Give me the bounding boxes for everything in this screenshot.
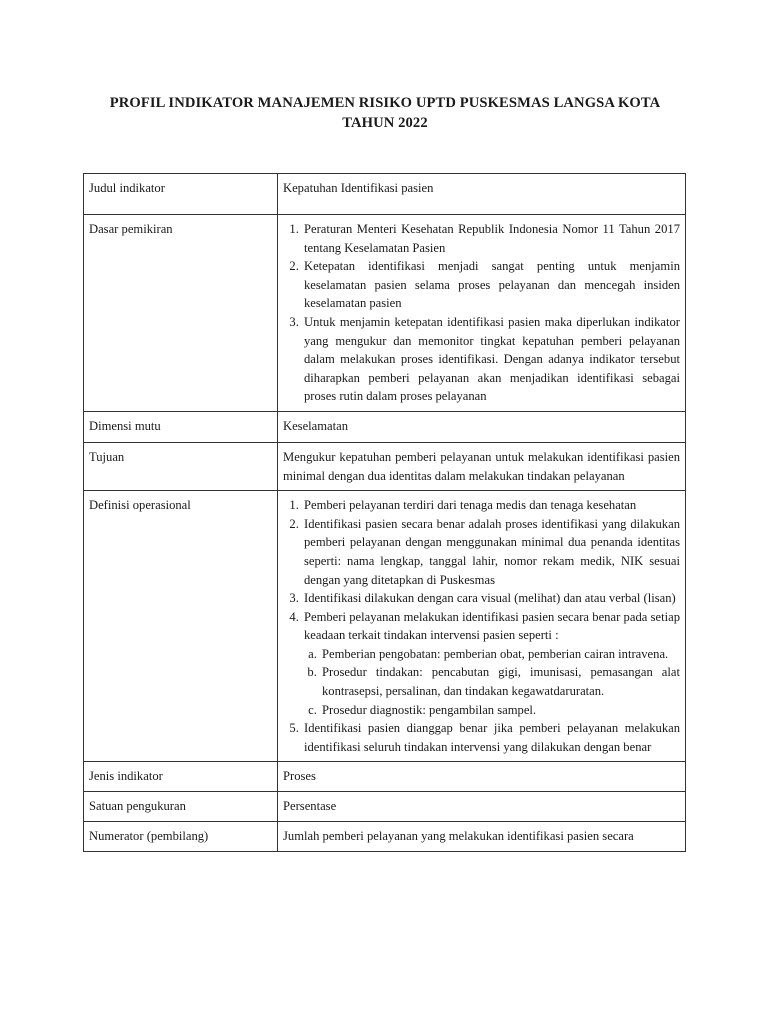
sub-list-item: c. Prosedur diagnostik: pengambilan sampel. bbox=[320, 701, 680, 720]
label-judul-indikator: Judul indikator bbox=[84, 174, 278, 215]
list-item: 2. Identifikasi pasien secara benar adalah proses identifikasi yang dilakukan pemberi pelayanan dengan menggunakan minimal dua penanda identitas seperti: nama lengkap, tanggal lahir, nomor rekam medik, NIK sesuai dengan yang ditetapkan di Puskesmas bbox=[302, 515, 680, 589]
label-satuan-pengukuran: Satuan pengukuran bbox=[84, 792, 278, 822]
indicator-profile-table bbox=[83, 173, 686, 852]
table-row-satuan-pengukuran bbox=[84, 792, 686, 822]
value-tujuan: Mengukur kepatuhan pemberi pelayanan untuk melakukan identifikasi pasien minimal dengan dua identitas dalam melakukan tindakan pelayanan bbox=[278, 442, 686, 490]
value-definisi-operasional bbox=[278, 491, 686, 762]
title-line-1: PROFIL INDIKATOR MANAJEMEN RISIKO UPTD PUSKESMAS LANGSA KOTA bbox=[109, 95, 661, 111]
list-item: 1. Peraturan Menteri Kesehatan Republik Indonesia Nomor 11 Tahun 2017 tentang Keselamatan Pasien bbox=[302, 220, 680, 257]
label-dasar-pemikiran: Dasar pemikiran bbox=[84, 215, 278, 412]
table-row-tujuan bbox=[84, 442, 686, 490]
list-item: 5. Identifikasi pasien dianggap benar jika pemberi pelayanan melakukan identifikasi seluruh tindakan intervensi yang dilakukan dengan benar bbox=[302, 719, 680, 756]
value-jenis-indikator: Proses bbox=[278, 762, 686, 792]
table-row-definisi-operasional bbox=[84, 491, 686, 762]
table-row-numerator bbox=[84, 822, 686, 852]
table-row-dimensi-mutu bbox=[84, 411, 686, 442]
intervensi-sublist bbox=[304, 645, 680, 719]
value-judul-indikator: Kepatuhan Identifikasi pasien bbox=[278, 174, 686, 215]
list-item: 1. Pemberi pelayanan terdiri dari tenaga medis dan tenaga kesehatan bbox=[302, 496, 680, 515]
dasar-pemikiran-list bbox=[283, 220, 680, 406]
list-item-with-sublist bbox=[302, 608, 680, 720]
document-title bbox=[84, 93, 686, 133]
list-item: 2. Ketepatan identifikasi menjadi sangat penting untuk menjamin keselamatan pasien selama proses pelayanan dan mencegah insiden keselamatan pasien bbox=[302, 257, 680, 313]
list-item-text: Pemberi pelayanan melakukan identifikasi pasien secara benar pada setiap keadaan terkait tindakan intervensi pasien seperti : bbox=[304, 609, 680, 643]
value-satuan-pengukuran: Persentase bbox=[278, 792, 686, 822]
sub-list-item: a. Pemberian pengobatan: pemberian obat, pemberian cairan intravena. bbox=[320, 645, 680, 664]
list-item: 3. Untuk menjamin ketepatan identifikasi pasien maka diperlukan indikator yang mengukur dan memonitor tingkat kepatuhan pemberi pelayanan dalam melakukan proses identifikasi. Dengan adanya indikator tersebut diharapkan pemberi pelayanan akan menjadikan identifikasi sebagai proses rutin dalam proses pelayanan bbox=[302, 313, 680, 406]
label-dimensi-mutu: Dimensi mutu bbox=[84, 411, 278, 442]
label-jenis-indikator: Jenis indikator bbox=[84, 762, 278, 792]
value-dasar-pemikiran bbox=[278, 215, 686, 412]
sub-list-item: b. Prosedur tindakan: pencabutan gigi, imunisasi, pemasangan alat kontrasepsi, persalinan, dan tindakan kegawatdaruratan. bbox=[320, 663, 680, 700]
label-tujuan: Tujuan bbox=[84, 442, 278, 490]
label-numerator: Numerator (pembilang) bbox=[84, 822, 278, 852]
list-item: 3. Identifikasi dilakukan dengan cara visual (melihat) dan atau verbal (lisan) bbox=[302, 589, 680, 608]
table-row-dasar-pemikiran bbox=[84, 215, 686, 412]
table-row-judul-indikator bbox=[84, 174, 686, 215]
value-numerator: Jumlah pemberi pelayanan yang melakukan identifikasi pasien secara bbox=[278, 822, 686, 852]
label-definisi-operasional: Definisi operasional bbox=[84, 491, 278, 762]
value-dimensi-mutu: Keselamatan bbox=[278, 411, 686, 442]
table-row-jenis-indikator bbox=[84, 762, 686, 792]
definisi-operasional-list bbox=[283, 496, 680, 756]
title-line-2: TAHUN 2022 bbox=[342, 115, 428, 131]
